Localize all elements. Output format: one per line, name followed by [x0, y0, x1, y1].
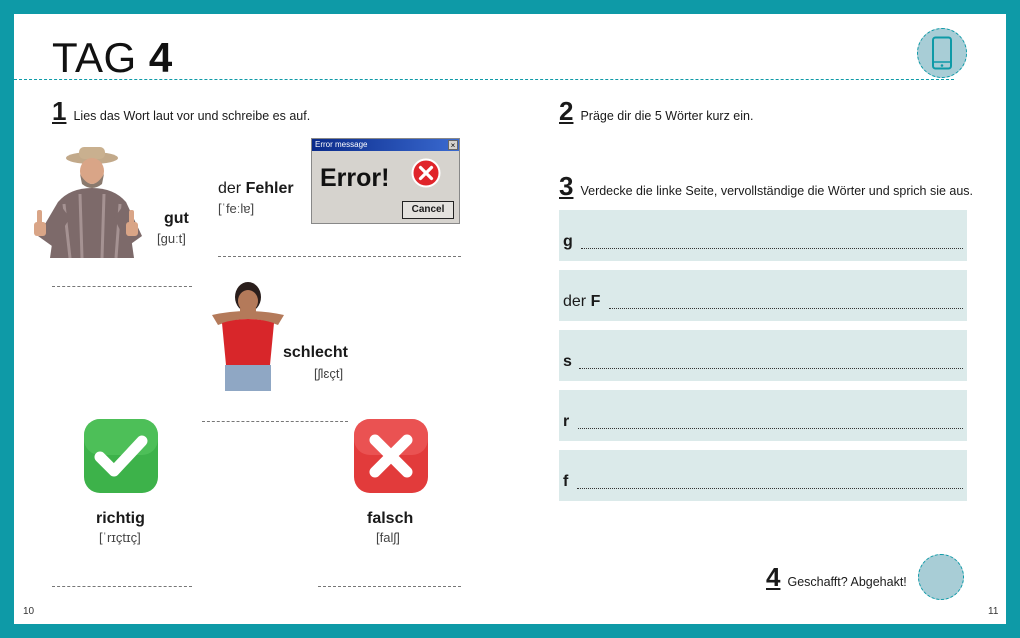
fill-row-3-letter: s	[563, 353, 572, 370]
fill-row-3[interactable]	[559, 330, 967, 381]
step-2-number: 2	[559, 96, 574, 126]
fill-row-2-article: der	[563, 293, 587, 310]
step-1-instruction: Lies das Wort laut vor und schreibe es auf.	[73, 109, 311, 123]
phonetic-schlecht: [ʃlɛçt]	[314, 366, 344, 381]
phonetic-richtig: [ˈrɪçtɪç]	[99, 530, 141, 545]
word-richtig	[96, 510, 145, 528]
page-title	[52, 34, 173, 82]
step-2	[559, 98, 753, 124]
error-dialog-titlebar	[312, 139, 459, 151]
fill-row-1[interactable]	[559, 210, 967, 261]
phonetic-falsch: [falʃ]	[376, 530, 400, 545]
fill-row-2[interactable]	[559, 270, 967, 321]
fill-row-4-label	[563, 413, 569, 431]
fill-row-5-line	[577, 488, 963, 489]
step-1-number: 1	[52, 96, 67, 126]
step-4	[766, 564, 907, 590]
fill-row-2-label	[563, 293, 600, 311]
done-checkbox[interactable]	[918, 554, 964, 600]
check-mark-icon	[82, 417, 160, 495]
fill-row-5[interactable]	[559, 450, 967, 501]
article-der: der	[218, 180, 242, 197]
fill-row-5-label	[563, 473, 568, 491]
word-falsch-text: falsch	[367, 510, 414, 527]
word-fehler	[218, 180, 294, 198]
answer-line-fehler	[218, 256, 461, 257]
word-gut-text: gut	[164, 210, 189, 227]
fill-row-2-letter: F	[590, 293, 601, 310]
step-3-instruction: Verdecke die linke Seite, vervollständige die Wörter und sprich sie aus.	[580, 184, 974, 198]
phonetic-fehler: [ˈfeːlɐ]	[218, 201, 255, 216]
man-thumbs-up-image	[30, 144, 142, 258]
word-falsch	[367, 510, 413, 528]
fill-row-4-line	[578, 428, 963, 429]
girl-thumbs-down-image	[192, 279, 304, 391]
answer-line-falsch	[318, 586, 461, 587]
error-dialog-message: Error!	[320, 164, 390, 192]
fill-row-4[interactable]	[559, 390, 967, 441]
error-dialog-image	[311, 138, 460, 224]
answer-line-schlecht	[202, 421, 348, 422]
phone-badge	[917, 28, 967, 78]
fill-row-3-line	[579, 368, 963, 369]
answer-line-richtig	[52, 586, 192, 587]
fill-row-3-label	[563, 353, 572, 371]
header-divider	[14, 79, 954, 80]
step-3-number: 3	[559, 171, 574, 201]
page-number-left: 10	[23, 606, 35, 617]
fill-row-1-letter: g	[563, 233, 573, 250]
close-icon: ×	[448, 140, 458, 150]
fill-row-1-line	[581, 248, 963, 249]
cancel-button: Cancel	[402, 201, 454, 219]
answer-line-gut	[52, 286, 192, 287]
page-number-right: 11	[988, 606, 999, 617]
word-schlecht-text: schlecht	[283, 344, 348, 361]
step-3	[559, 173, 973, 199]
title-number: 4	[148, 34, 173, 81]
error-dialog-title: Error message	[315, 140, 368, 149]
fill-row-4-letter: r	[563, 413, 570, 430]
phonetic-gut: [ɡuːt]	[157, 231, 186, 246]
phone-icon	[931, 36, 953, 70]
word-gut	[164, 210, 189, 228]
word-schlecht	[283, 344, 348, 362]
title-word: TAG	[52, 34, 137, 81]
fill-row-5-letter: f	[563, 473, 569, 490]
error-x-icon	[411, 158, 441, 188]
step-1	[52, 98, 310, 124]
step-4-instruction: Geschafft? Abgehakt!	[787, 575, 907, 589]
fill-row-2-line	[609, 308, 963, 309]
word-fehler-text: Fehler	[245, 180, 294, 197]
fill-row-1-label	[563, 233, 573, 251]
workbook-spread	[14, 14, 1006, 624]
step-2-instruction: Präge dir die 5 Wörter kurz ein.	[580, 109, 754, 123]
cross-mark-icon	[352, 417, 430, 495]
step-4-number: 4	[766, 562, 781, 592]
word-richtig-text: richtig	[96, 510, 145, 527]
